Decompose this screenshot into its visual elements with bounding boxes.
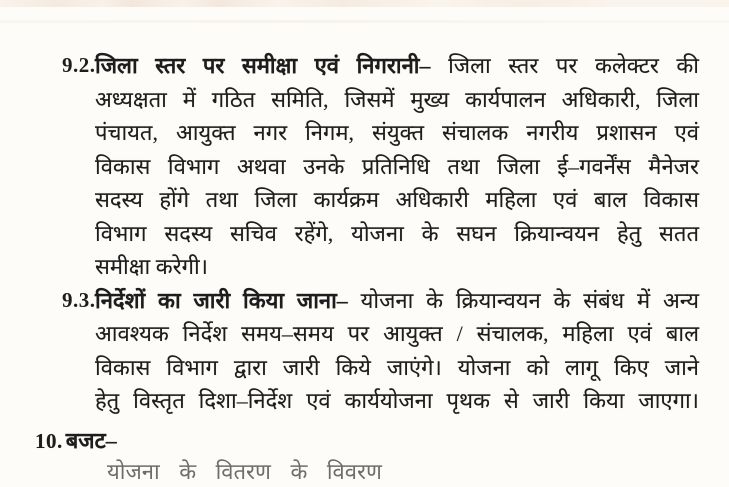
text-line: समीक्षा करेगी। [95,254,209,279]
text-line: अध्यक्षता में गठित समिति, जिसमें मुख्य कार्यपालन अधिकारी, जिला [95,86,699,112]
section-10-heading-line [35,424,699,458]
section-9-3 [62,284,700,418]
section-9-2 [62,49,699,284]
text-line: विकास विभाग अथवा उनके प्रतिनिधि तथा जिला ई–गवर्नेंस मैनेजर [95,153,699,179]
text-line: हेतु विस्तृत दिशा–निर्देश एवं कार्ययोजना पृथक से जारी किया जाएगा। [95,388,699,413]
text-line: विकास विभाग द्वारा जारी किये जाएंगे। योजना को लागू किए जाने [95,354,699,380]
section-heading: निर्देशों का जारी किया जाना– [95,287,348,313]
section-number: 9.3. [62,287,96,312]
document-body [35,49,700,484]
section-number: 10. [35,428,63,453]
text-line: आवश्यक निर्देश समय–समय पर आयुक्त / संचालक, महिला एवं बाल [95,321,699,346]
section-heading: जिला स्तर पर समीक्षा एवं निगरानी– [95,53,431,78]
text-line: पंचायत, आयुक्त नगर निगम, संयुक्त संचालक नगरीय प्रशासन एवं [95,120,699,145]
scan-residue-band [0,0,729,7]
section-heading: बजट– [65,427,117,453]
text-run: जिला स्तर पर कलेक्टर की [448,53,699,78]
section-number: 9.2. [62,53,96,77]
partial-cutoff-line: योजना के वितरण के विवरण [107,459,382,484]
text-line: विभाग सदस्य सचिव रहेंगे, योजना के सघन क्रियान्वयन हेतु सतत [95,220,699,246]
text-run: योजना के क्रियान्वयन के संबंध में अन्य [360,287,700,313]
text-line [95,49,699,83]
text-line [95,284,699,318]
scan-streak [0,20,729,23]
text-line: सदस्य होंगे तथा जिला कार्यक्रम अधिकारी महिला एवं बाल विकास [95,187,699,212]
